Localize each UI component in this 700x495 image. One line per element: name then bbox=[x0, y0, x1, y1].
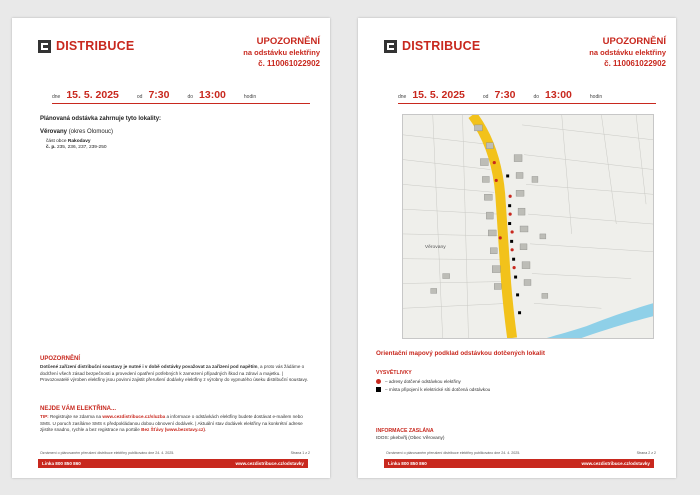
schedule-row bbox=[398, 88, 656, 104]
tip-section bbox=[40, 406, 310, 434]
legend-row-connections bbox=[376, 387, 490, 392]
notice-heading bbox=[589, 36, 666, 69]
publication-text: Oznámení o plánovaném přerušení distribuce elektřiny publikováno dne 24. 4. 2025. bbox=[40, 451, 175, 455]
map-svg bbox=[403, 115, 653, 338]
black-square-icon bbox=[376, 387, 381, 392]
cez-logo-icon bbox=[38, 40, 51, 53]
warning-body: , a proto vás žádáme o dodržení všech zásad bezpečnosti a provedení opatření potřebných k zamezení případných škod na zdraví a majetku. | Provozovatelé výroben elektřiny jsou povinni zajistit přerušení dodávky elektřiny z výrobny do vypnutého úseku distribuční soustavy. bbox=[40, 364, 309, 383]
bezstavy-link[interactable]: Bez Šťávy (www.bezstavy.cz) bbox=[141, 427, 205, 433]
footer-link[interactable]: www.cezdistribuce.cz/odstavky bbox=[235, 461, 304, 466]
tip-title: NEJDE VÁM ELEKTŘINA... bbox=[40, 406, 117, 412]
legend-connections-text: – místa připojení k elektrické síti dotčená odstávkou bbox=[385, 387, 491, 392]
from-value: 7:30 bbox=[494, 89, 516, 101]
cez-logo-icon bbox=[384, 40, 397, 53]
warning-bold: Dotčené zařízení distribuční soustavy je nutné i v době odstávky považovat za zařízení pod napětím bbox=[40, 364, 258, 369]
hotline: Linka 800 850 860 bbox=[42, 461, 81, 466]
legend-addresses-text: – adresy dotčené odstávkou elektřiny bbox=[385, 379, 461, 384]
locality-town: Věrovany bbox=[40, 129, 68, 135]
to-label: do bbox=[533, 94, 540, 100]
numbers-value: 235, 236, 237, 239-250 bbox=[56, 145, 107, 150]
page-number: Strana 1 z 2 bbox=[290, 451, 310, 455]
localities-section bbox=[40, 116, 310, 151]
outage-map[interactable] bbox=[402, 114, 654, 339]
notice-subtitle: na odstávku elektřiny bbox=[589, 48, 666, 57]
to-value: 13:00 bbox=[545, 89, 572, 101]
legend-row-addresses bbox=[376, 379, 490, 384]
to-value: 13:00 bbox=[199, 89, 226, 101]
info-section bbox=[376, 428, 445, 441]
unit-label: hodin bbox=[243, 94, 257, 100]
tip-text bbox=[40, 414, 310, 434]
hotline: Linka 800 850 860 bbox=[388, 461, 427, 466]
locality-district: (okres Olomouc) bbox=[68, 129, 114, 135]
footer-bar bbox=[38, 459, 308, 468]
locality-name bbox=[40, 129, 310, 135]
brand-logo bbox=[384, 39, 480, 53]
from-label: od bbox=[482, 94, 489, 100]
to-label: do bbox=[187, 94, 194, 100]
notice-title: UPOZORNĚNÍ bbox=[602, 36, 666, 47]
footer-bar bbox=[384, 459, 654, 468]
legend-title: VYSVĚTLIVKY bbox=[376, 370, 412, 376]
brand-name: DISTRIBUCE bbox=[402, 39, 481, 53]
date-value: 15. 5. 2025 bbox=[412, 89, 465, 101]
tip-body-1: Registrujte se zdarma na bbox=[48, 414, 103, 419]
notice-number: č. 110061022902 bbox=[258, 59, 320, 68]
brand-name: DISTRIBUCE bbox=[56, 39, 135, 53]
brand-logo bbox=[38, 39, 134, 53]
info-title: INFORMACE ZASLÁNA bbox=[376, 428, 434, 434]
house-numbers bbox=[46, 145, 310, 151]
notice-title: UPOZORNĚNÍ bbox=[256, 36, 320, 47]
tip-label: TIP: bbox=[40, 414, 49, 419]
numbers-label: č. p. bbox=[46, 145, 56, 150]
from-label: od bbox=[136, 94, 143, 100]
map-legend bbox=[376, 370, 490, 395]
map-town-label: Věrovany bbox=[424, 244, 446, 250]
red-dot-icon bbox=[376, 379, 381, 384]
service-link[interactable]: www.cezdistribuce.cz/sluzba bbox=[102, 414, 166, 419]
page-number: Strana 2 z 2 bbox=[636, 451, 656, 455]
warning-text bbox=[40, 364, 310, 384]
warning-title: UPOZORNĚNÍ bbox=[40, 356, 81, 362]
footer-link[interactable]: www.cezdistribuce.cz/odstavky bbox=[581, 461, 650, 466]
publication-text: Oznámení o plánovaném přerušení distribuce elektřiny publikováno dne 24. 4. 2025. bbox=[386, 451, 521, 455]
unit-label: hodin bbox=[589, 94, 603, 100]
part-label: část obce bbox=[46, 139, 67, 144]
info-value: IDOS: pkebvřlj (Obec Věrovany) bbox=[376, 436, 445, 441]
part-name: Rakodavy bbox=[67, 139, 91, 144]
notice-heading bbox=[243, 36, 320, 69]
date-value: 15. 5. 2025 bbox=[66, 89, 119, 101]
planned-heading: Plánovaná odstávka zahrnuje tyto lokality: bbox=[40, 116, 162, 122]
notice-page-1 bbox=[12, 18, 330, 478]
notice-number: č. 110061022902 bbox=[604, 59, 666, 68]
publication-note bbox=[40, 451, 310, 455]
warning-section bbox=[40, 356, 310, 384]
date-label: dne bbox=[52, 94, 61, 100]
map-caption: Orientační mapový podklad odstávkou dotčených lokalit bbox=[376, 350, 546, 357]
notice-subtitle: na odstávku elektřiny bbox=[243, 48, 320, 57]
tip-body-2: a informace o odstávkách elektřiny budete dostávat e-mailem nebo SMS. U poruch zasíláme SMS s předpokládanou dobou obnovení dodávek. | Aktuální stav dodávek elektřiny na konkrétní adrese zjistíte snadno, rychle a bez registrace na portále bbox=[40, 414, 303, 433]
from-value: 7:30 bbox=[148, 89, 170, 101]
schedule-row bbox=[52, 88, 310, 104]
date-label: dne bbox=[398, 94, 407, 100]
tip-end: . bbox=[204, 427, 207, 433]
notice-page-2 bbox=[358, 18, 676, 478]
publication-note bbox=[386, 451, 656, 455]
